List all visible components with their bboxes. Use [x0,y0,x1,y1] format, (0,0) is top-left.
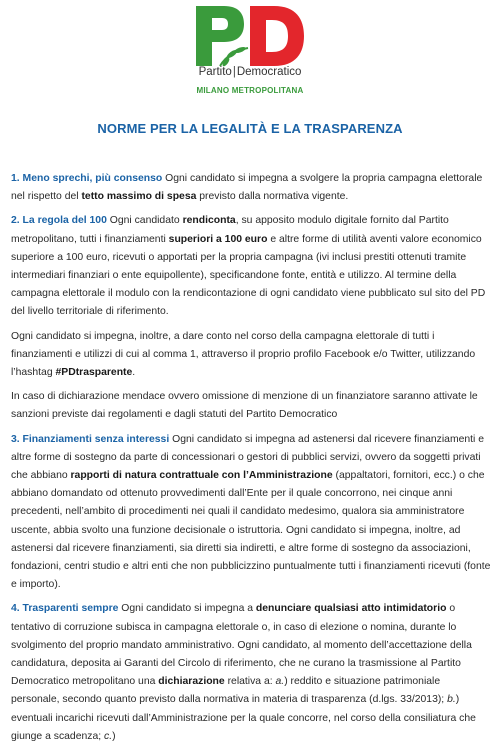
text: ) [112,730,116,742]
text: Ogni candidato si impegna ad astenersi dal ricevere finanziamenti e altre forme di sostegno da parte di concessionari o gestori di pubblici servizi, ovvero da soggetti privati che abbiano [11,433,485,482]
section-heading-3: 3. Finanziamenti senza interessi [11,433,170,445]
bold-text: superiori a 100 euro [168,233,268,245]
paragraph-2 [11,212,491,321]
text: ) reddito e situazione patrimoniale personale, secondo quanto previsto dalla normativa in materia di trasparenza (d.lgs. 33/2013); [11,676,448,706]
text: , su apposito modulo digitale fornito dal Partito metropolitano, tutti i finanziamenti [11,215,449,245]
text: Ogni candidato si impegna, inoltre, a dare conto nel corso della campagna elettorale di tutti i finanziamenti e utilizzi di cui al comma 1, attraverso il proprio profilo Facebook e/o Twitter, utilizzando l’hashtag [11,330,476,379]
header [0,0,500,108]
brand-separator: | [232,66,236,78]
text: Ogni candidato si impegna a svolgere la propria campagna elettorale nel rispetto del [11,173,483,203]
section-heading-2: 2. La regola del 100 [11,215,107,227]
brand-name-right: Democratico [236,66,302,78]
text: e altre forme di utilità aventi valore economico superiore a 100 euro, ricevuti o apportati per la propria campagna (ivi inclusi prestiti ottenuti tramite intermediari finanziari o ente equipollente), specificandone fonte, entità e utilizzo. Al termine della campagna elettorale il modulo con la rendicontazione di ogni candidato viene pubblicato sul sito del PD del livello territoriale di riferimento. [11,233,486,318]
paragraph-5 [11,431,491,595]
text: o tentativo di corruzione subisca in campagna elettorale o, in caso di elezione o nomina, durante lo svolgimento del proprio mandato amministrativo. Ogni candidato, al momento dell’accettazione della candidatura, deposita ai Garanti del Circolo di riferimento, che ne curano la trasmissione al Partito Democratico metropolitano una [11,603,472,688]
bold-text: denunciare qualsiasi atto intimidatorio [255,603,447,615]
bold-text: tetto massimo di spesa [81,191,197,203]
paragraph-4 [11,388,491,424]
text: In caso di dichiarazione mendace ovvero omissione di menzione di un finanziatore saranno attivate le sanzioni previste dai regolamenti e dagli statuti del Partito Democratico [11,391,478,421]
text: relativa a: [224,676,276,688]
document-body [11,170,491,752]
hashtag: #PDtrasparente [55,367,133,379]
brand-name [0,66,500,78]
text: . [132,367,136,379]
italic-letter: c. [104,730,113,742]
text: Ogni candidato si impegna a [118,603,256,615]
section-heading-1: 1. Meno sprechi, più consenso [11,173,163,184]
page-title: NORME PER LA LEGALITÀ E LA TRASPARENZA [97,121,403,136]
text: previsto dalla normativa vigente. [196,191,349,203]
bold-text: dichiarazione [158,676,225,688]
italic-letter: a. [275,676,285,688]
paragraph-1 [11,170,491,206]
bold-text: rapporti di natura contrattuale con l’Amministrazione [70,470,333,482]
text: ) eventuali incarichi ricevuti dall’Amministrazione per la quale concorre, nel corso della consiliatura che giunge a scadenza; [11,694,476,742]
brand-city: MILANO METROPOLITANA [196,86,304,95]
section-heading-4: 4. Trasparenti sempre [11,603,119,615]
brand-name-left: Partito [198,66,232,78]
pd-logo [192,4,308,68]
bold-text: rendiconta [182,215,236,227]
italic-letter: b. [447,694,456,706]
text: Ogni candidato [106,215,183,227]
paragraph-3 [11,328,491,383]
paragraph-6 [11,600,491,746]
text: (appaltatori, fornitori, ecc.) o che abbiano domandato od ottenuto provvedimenti dall’Ente per il quale concorrono, nei cinque anni precedenti, nell’ambito di procedimenti nei quali il candidato medesimo, qualora sia amministratore uscente, abbia svolto una funzione decisionale o istruttoria. Ogni candidato si impegna, inoltre, ad astenersi dal ricevere finanziamenti, sia diretti sia indiretti, e altre forme di sostegno da associazioni, fondazioni, centri studio e altri enti che non pubblicizzino puntualmente tutti i finanziamenti ricevuti (fonte e importo). [11,470,491,591]
